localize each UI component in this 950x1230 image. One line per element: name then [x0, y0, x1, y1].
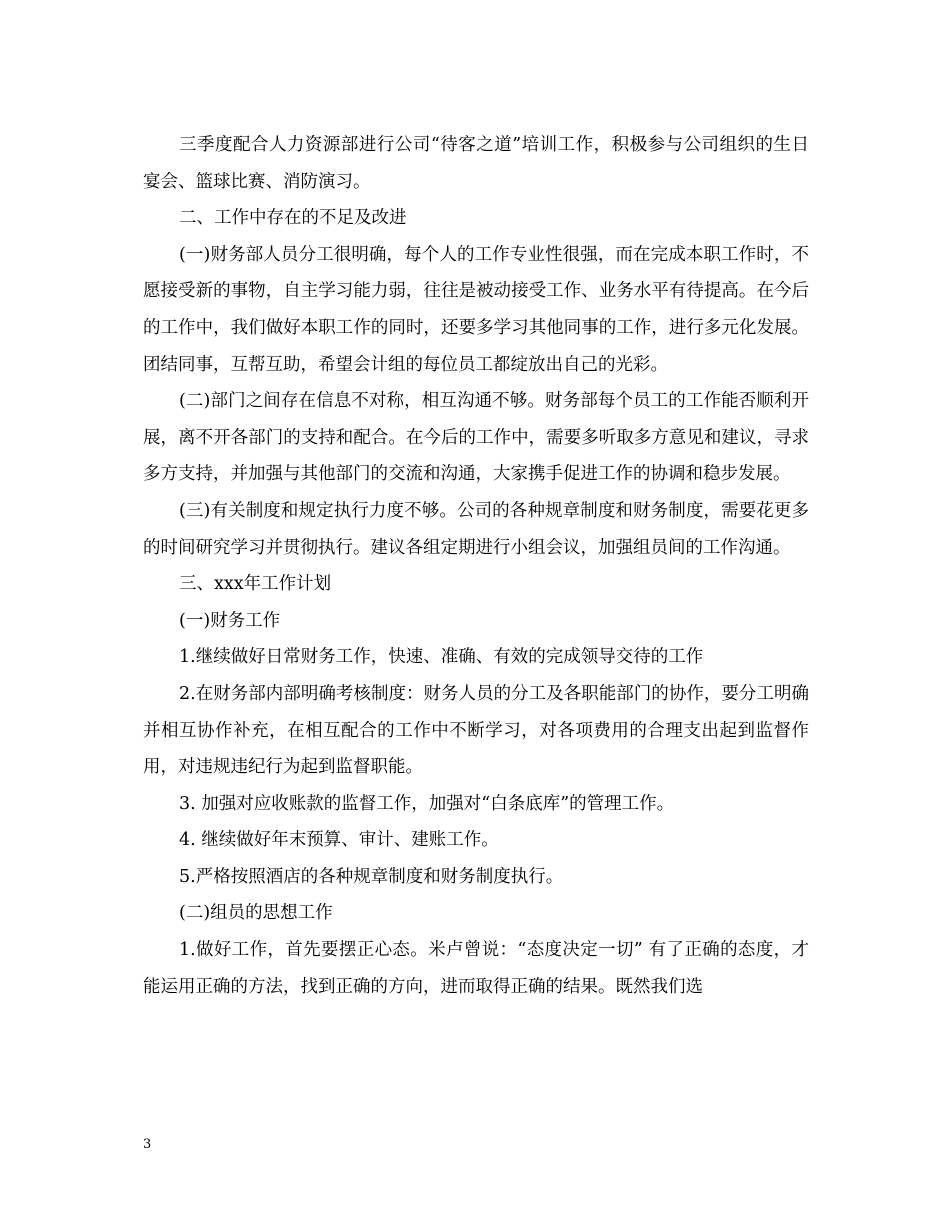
page-number: 3 — [143, 1137, 152, 1152]
mindset-item-1: 1.做好工作，首先要摆正心态。米卢曾说：“态度决定一切” 有了正确的态度，才能运用正确的方法，找到正确的方向，进而取得正确的结果。既然我们选 — [143, 940, 809, 997]
plan-item-2: 2.在财务部内部明确考核制度：财务人员的分工及各职能部门的协作，要分工明确并相互协作补充，在相互配合的工作中不断学习，对各项费用的合理支出起到监督作用，对违规违纪行为起到监督职能。 — [143, 683, 809, 778]
plan-item-4: 4. 继续做好年末预算、审计、建账工作。 — [179, 830, 499, 851]
section-heading-work-plan: 三、xxx年工作计划 — [179, 574, 332, 595]
paragraph-shortcoming-1: (一)财务部人员分工很明确，每个人的工作专业性很强，而在完成本职工作时，不愿接受新的事物，自主学习能力弱，往往是被动接受工作、业务水平有待提高。在今后的工作中，我们做好本职工作的同时，还要多学习其他同事的工作，进行多元化发展。团结同事，互帮互助，希望会计组的每位员工都绽放出自己的光彩。 — [143, 244, 809, 375]
plan-item-1: 1.继续做好日常财务工作，快速、准确、有效的完成领导交待的工作 — [179, 647, 704, 668]
subheading-finance-work: (一)财务工作 — [179, 610, 281, 631]
section-heading-shortcomings: 二、工作中存在的不足及改进 — [179, 208, 407, 229]
plan-item-5: 5.严格按照酒店的各种规章制度和财务制度执行。 — [179, 866, 564, 887]
paragraph-shortcoming-3: (三)有关制度和规定执行力度不够。公司的各种规章制度和财务制度，需要花更多的时间研究学习并贯彻执行。建议各组定期进行小组会议，加强组员间的工作沟通。 — [143, 500, 809, 558]
plan-item-3: 3. 加强对应收账款的监督工作，加强对“白条底库”的管理工作。 — [179, 793, 675, 814]
paragraph-shortcoming-2: (二)部门之间存在信息不对称，相互沟通不够。财务部每个员工的工作能否顺利开展，离不开各部门的支持和配合。在今后的工作中，需要多听取多方意见和建议，寻求多方支持，并加强与其他部门的交流和沟通，大家携手促进工作的协调和稳步发展。 — [143, 391, 809, 485]
subheading-team-mindset: (二)组员的思想工作 — [179, 903, 333, 924]
document-body — [143, 127, 809, 1005]
paragraph-training-activities: 三季度配合人力资源部进行公司“待客之道”培训工作，积极参与公司组织的生日宴会、篮球比赛、消防演习。 — [143, 135, 809, 192]
